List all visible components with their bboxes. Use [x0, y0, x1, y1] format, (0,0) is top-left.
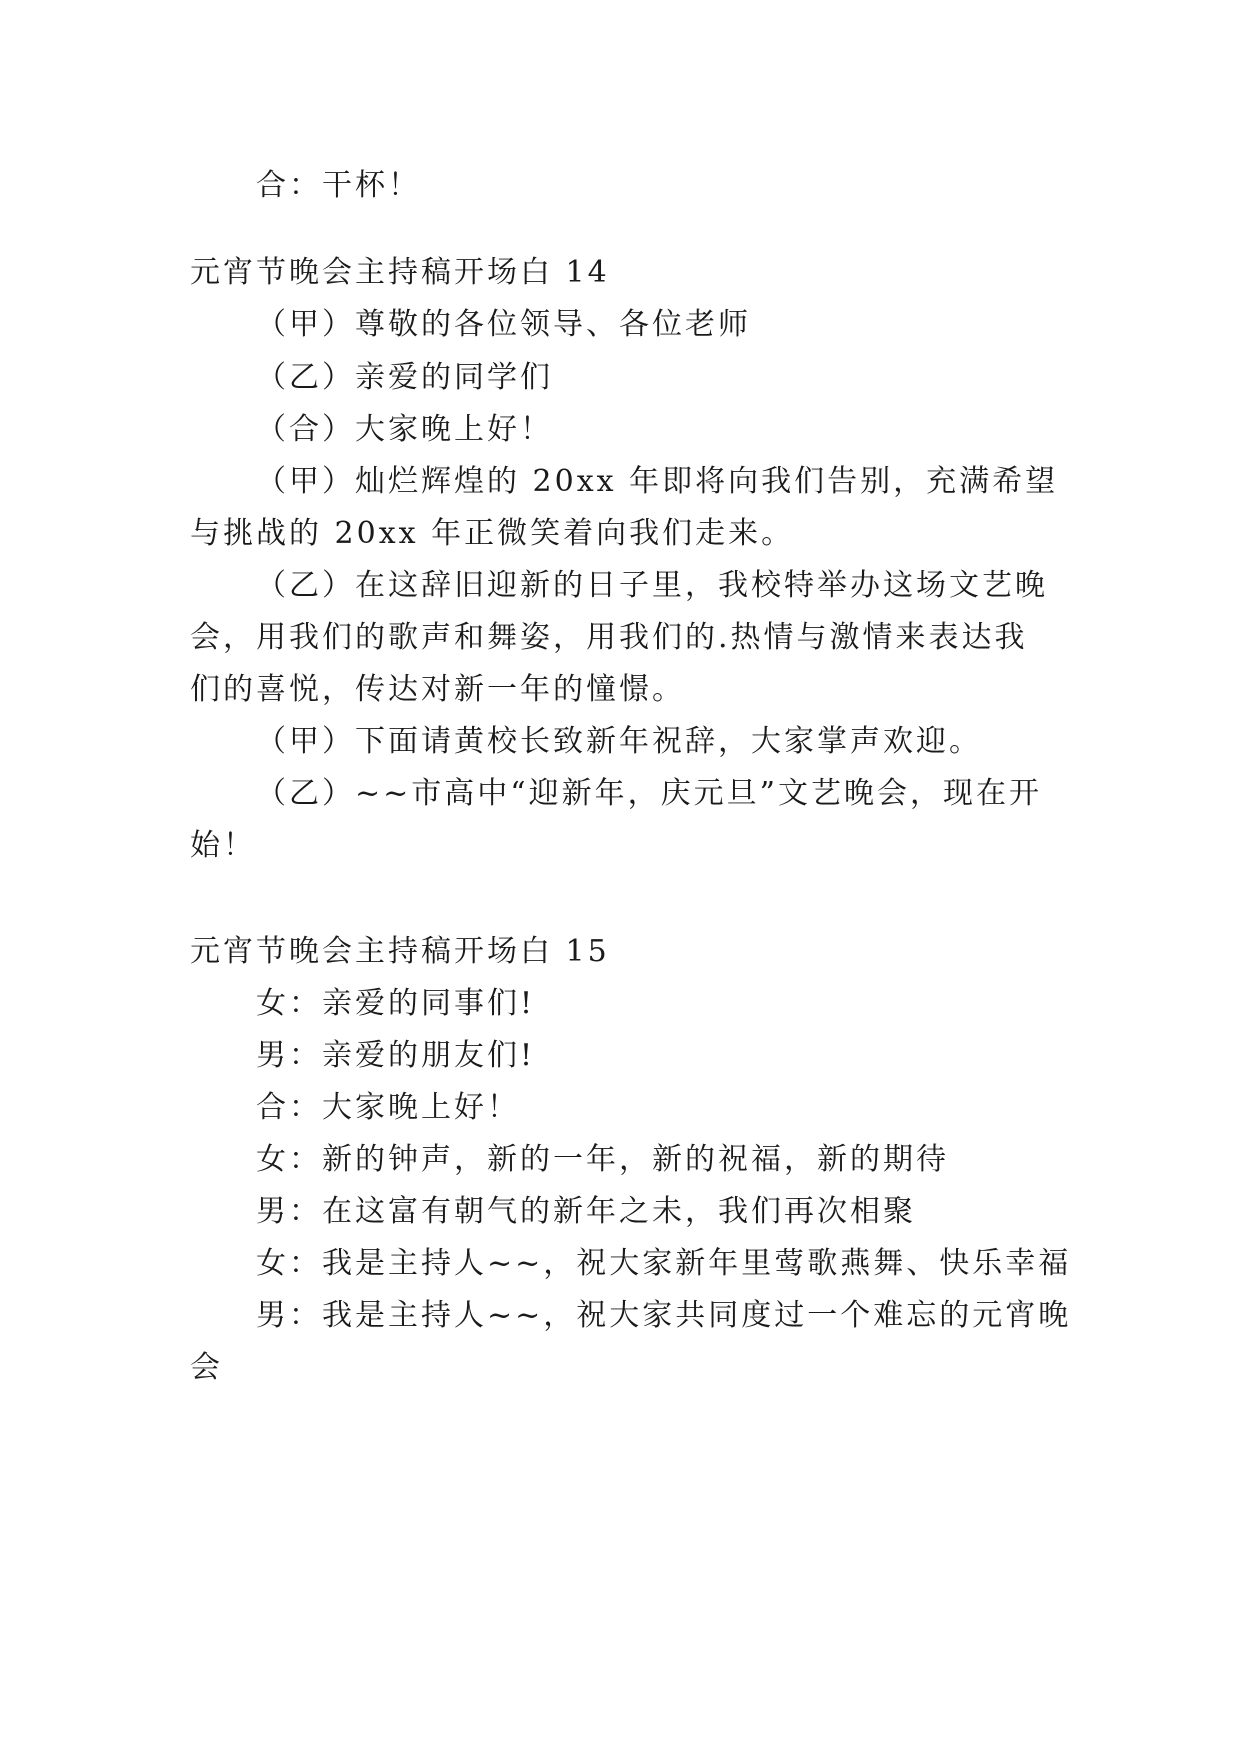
dialogue-line: 男：亲爱的朋友们! [256, 1038, 536, 1073]
dialogue-line: 女：我是主持人~~，祝大家新年里莺歌燕舞、快乐幸福 [256, 1246, 1072, 1281]
dialogue-line: 与挑战的 20xx 年正微笑着向我们走来。 [190, 516, 795, 551]
dialogue-line: （乙）亲爱的同学们 [256, 360, 553, 395]
closing-line: 合：干杯！ [256, 168, 421, 203]
dialogue-line: 男：在这富有朝气的新年之未，我们再次相聚 [256, 1194, 916, 1229]
dialogue-line: （乙）在这辞旧迎新的日子里，我校特举办这场文艺晚 [256, 568, 1048, 603]
dialogue-line: （甲）下面请黄校长致新年祝辞，大家掌声欢迎。 [256, 724, 982, 759]
dialogue-line: 始！ [190, 828, 256, 863]
dialogue-line: 会，用我们的歌声和舞姿，用我们的.热情与激情来表达我 [190, 620, 1028, 655]
section-title: 元宵节晚会主持稿开场白 15 [190, 934, 610, 969]
dialogue-line: 女：新的钟声，新的一年，新的祝福，新的期待 [256, 1142, 949, 1177]
dialogue-line: 们的喜悦，传达对新一年的憧憬。 [190, 672, 685, 707]
dialogue-line: （合）大家晚上好！ [256, 412, 553, 447]
section-title: 元宵节晚会主持稿开场白 14 [190, 255, 610, 290]
dialogue-line: （甲）尊敬的各位领导、各位老师 [256, 307, 751, 342]
dialogue-line: 合：大家晚上好！ [256, 1090, 520, 1125]
dialogue-line: 男：我是主持人~~，祝大家共同度过一个难忘的元宵晚 [256, 1298, 1072, 1333]
dialogue-line: 女：亲爱的同事们! [256, 986, 536, 1021]
dialogue-line: 会 [190, 1350, 223, 1385]
dialogue-line: （乙）~~市高中“迎新年，庆元旦”文艺晚会，现在开 [256, 776, 1042, 811]
dialogue-line: （甲）灿烂辉煌的 20xx 年即将向我们告别，充满希望 [256, 464, 1059, 499]
